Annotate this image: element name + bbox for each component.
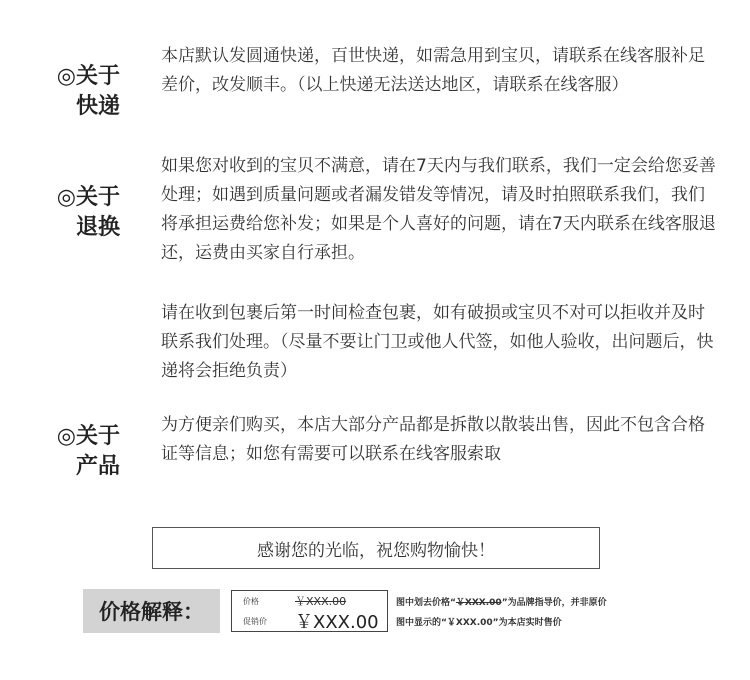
section-title-line2: 产品: [75, 454, 120, 479]
section-text-returns-extra: 请在收到包裹后第一时间检查包裹，如有破损或宝贝不对可以拒收并及时联系我们处理。（尽量不要让门卫或他人代签，如他人验收，出问题后，快递将会拒绝负责）: [161, 303, 714, 381]
section-title-returns: [50, 183, 120, 243]
thanks-box: [152, 527, 600, 569]
section-title-delivery: [50, 62, 120, 122]
promo-price-value: ￥XXX.00: [295, 612, 379, 633]
price-note-actual: 图中显示的“￥XXX.00”为本店实时售价: [396, 618, 562, 628]
section-text-delivery: 本店默认发圆通快递，百世快递，如需急用到宝贝，请联系在线客服补足差价，改发顺丰。（以上快递无法送达地区，请联系在线客服）: [161, 46, 705, 95]
section-text-products: 为方便亲们购买，本店大部分产品都是拆散以散装出售，因此不包含合格证等信息；如您有需要可以联系在线客服索取: [161, 415, 705, 464]
section-title-line1: ◎关于: [56, 64, 120, 89]
price-sample-box: [231, 590, 388, 632]
section-title-line2: 退换: [75, 215, 120, 240]
thanks-text: 感谢您的光临，祝您购物愉快！: [257, 540, 495, 561]
price-note-guide-strike: ￥XXX.00: [455, 598, 502, 608]
section-title-line2: 快递: [75, 94, 120, 119]
price-note-guide: [396, 595, 607, 608]
promo-price-label: 促销价: [243, 617, 267, 626]
original-price-value: ￥XXX.00: [295, 595, 347, 608]
section-text-returns: 如果您对收到的宝贝不满意，请在7天内与我们联系，我们一定会给您妥善处理；如遇到质量问题或者漏发错发等情况，请及时拍照联系我们，我们将承担运费给您补发；如果是个人喜好的问题，请在7天内联系在线客服退还，运费由买家自行承担。: [161, 156, 716, 263]
price-note-guide-post: ”为品牌指导价，并非原价: [501, 598, 607, 608]
price-explanation-heading: 价格解释：: [83, 589, 220, 633]
section-title-line1: ◎关于: [56, 424, 120, 449]
price-note-guide-pre: 图中划去价格“: [396, 598, 456, 608]
section-title-line1: ◎关于: [56, 185, 120, 210]
section-title-products: [50, 422, 120, 482]
original-price-label: 价格: [243, 597, 259, 606]
